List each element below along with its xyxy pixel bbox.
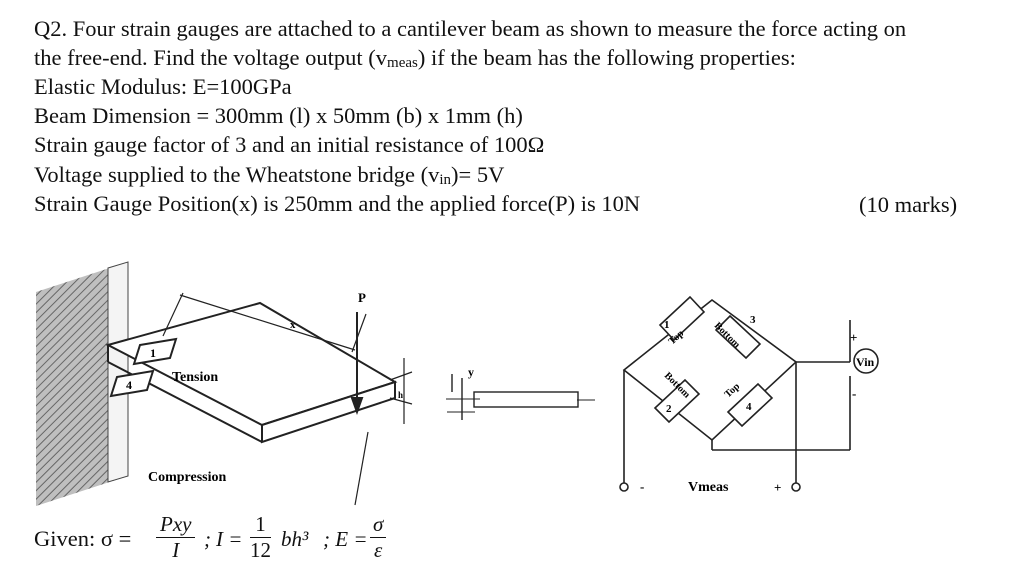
beam-section — [446, 374, 595, 420]
gauge-4-label: 4 — [126, 378, 132, 392]
vin-minus: - — [852, 386, 857, 401]
question-line-2b: ) if the beam has the following properties: — [417, 45, 796, 70]
i-equals: I = — [216, 527, 243, 551]
elastic-modulus: Elastic Modulus: E=100GPa — [34, 74, 292, 99]
vmeas-minus: - — [640, 479, 645, 494]
gauge-position: Strain Gauge Position(x) is 250mm and the applied force(P) is 10N — [34, 191, 641, 216]
bottom-label-3: Bottom — [711, 320, 743, 351]
given-sigma: Given: σ = — [34, 526, 132, 551]
fraction-1-over-12 — [250, 512, 271, 563]
gauge-factor: Strain gauge factor of 3 and an initial resistance of 100Ω — [34, 132, 545, 157]
den-12: 12 — [250, 538, 271, 562]
vin-plus: + — [850, 330, 858, 345]
h-label: h — [398, 390, 404, 400]
fraction-sigma-over-epsilon — [370, 512, 386, 563]
num-1: 1 — [250, 512, 271, 538]
marks-label: (10 marks) — [859, 192, 958, 217]
compression-label: Compression — [148, 470, 227, 485]
den-epsilon: ε — [374, 538, 383, 562]
supply-voltage-a: Voltage supplied to the Wheatstone bridge (v — [34, 162, 440, 187]
num-pxy: Pxy — [156, 512, 195, 538]
vin-subscript: in — [439, 172, 452, 188]
top-label-1: Top — [666, 328, 687, 348]
bridge-gauge-4: 4 — [746, 401, 752, 413]
gauge-1-label: 1 — [150, 346, 156, 360]
vmeas-subscript: meas — [387, 55, 418, 71]
vmeas-label: Vmeas — [688, 480, 729, 495]
question-line-1: Q2. Four strain gauges are attached to a cantilever beam as shown to measure the force acting on — [34, 16, 907, 41]
top-label-4: Top — [722, 381, 743, 401]
den-i: I — [172, 538, 180, 562]
bridge-gauge-3: 3 — [750, 314, 756, 326]
fraction-pxy-over-i — [156, 512, 195, 563]
y-label: y — [468, 365, 474, 379]
e-equals: ; E = — [323, 527, 368, 551]
vin-label: Vin — [856, 355, 875, 369]
num-sigma: σ — [370, 512, 386, 538]
question-line-2a: the free-end. Find the voltage output (v — [34, 45, 388, 70]
bridge-gauge-1: 1 — [664, 319, 670, 331]
force-label: P — [358, 290, 366, 305]
bottom-label-2: Bottom — [661, 370, 693, 401]
tension-label: Tension — [172, 370, 219, 385]
bh-cubed: bh³ — [281, 527, 309, 551]
beam-dimension: Beam Dimension = 300mm (l) x 50mm (b) x 1mm (h) — [34, 103, 523, 128]
supply-voltage-b: )= 5V — [451, 162, 505, 187]
given-label — [34, 526, 131, 552]
semicolon-1: ; — [204, 527, 211, 551]
bridge-gauge-2: 2 — [666, 403, 672, 415]
vmeas-plus: + — [774, 480, 782, 495]
x-label: x — [290, 319, 296, 331]
